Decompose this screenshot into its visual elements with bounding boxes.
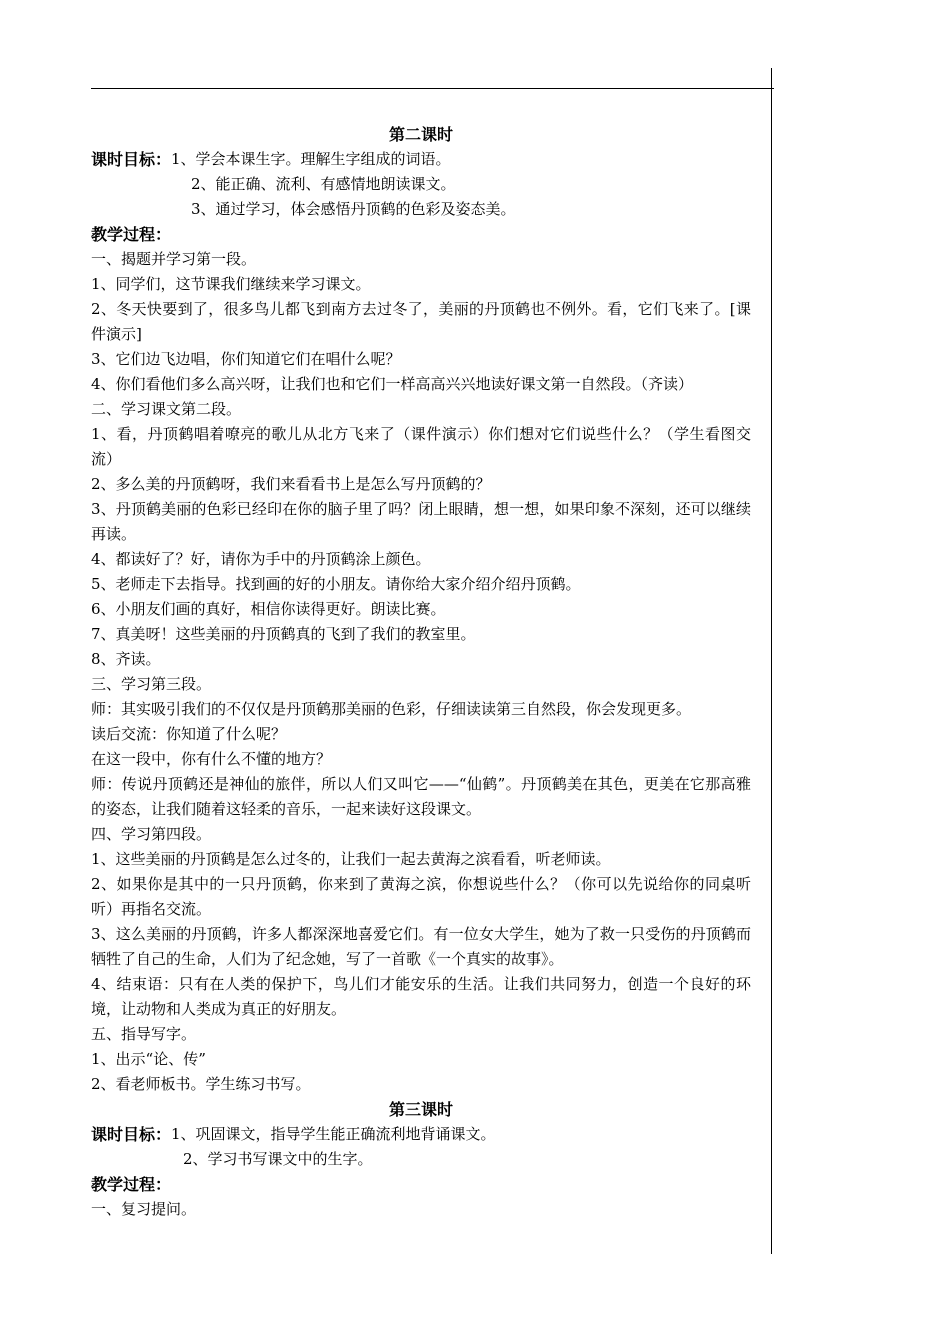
paragraph-line: 师：其实吸引我们的不仅仅是丹顶鹤那美丽的色彩，仔细读读第三自然段，你会发现更多。 — [91, 700, 692, 718]
paragraph-line: 二、学习课文第二段。 — [91, 400, 242, 418]
lesson2-goal-3: 3、通过学习，体会感悟丹顶鹤的色彩及姿态美。 — [191, 200, 516, 218]
paragraph-line: 6、小朋友们画的真好，相信你读得更好。朗读比赛。 — [91, 600, 446, 618]
lesson3-content — [91, 1197, 751, 1222]
paragraph-line: 在这一段中，你有什么不懂的地方？ — [91, 750, 332, 768]
paragraph-line: 3、它们边飞边唱，你们知道它们在唱什么呢？ — [91, 350, 401, 368]
paragraph-line: 4、你们看他们多么高兴呀，让我们也和它们一样高高兴兴地读好课文第一自然段。（齐读） — [91, 375, 694, 393]
lesson2-goal-1: 1、学会本课生字。理解生字组成的词语。 — [171, 150, 451, 168]
lesson2-title: 第二课时 — [388, 125, 453, 144]
paragraph-line: 7、真美呀！这些美丽的丹顶鹤真的飞到了我们的教室里。 — [91, 625, 476, 643]
paragraph-line: 五、指导写字。 — [91, 1025, 197, 1043]
paragraph-line: 4、都读好了？好，请你为手中的丹顶鹤涂上颜色。 — [91, 550, 431, 568]
lesson2-goal-label: 课时目标： — [91, 150, 172, 169]
lesson3-goal-2: 2、学习书写课文中的生字。 — [183, 1150, 373, 1168]
lesson3-goal-1: 1、巩固课文，指导学生能正确流利地背诵课文。 — [171, 1125, 496, 1143]
paragraph-line: 2、看老师板书。学生练习书写。 — [91, 1075, 311, 1093]
lesson3-title: 第三课时 — [388, 1100, 453, 1119]
paragraph-line: 三、学习第三段。 — [91, 675, 212, 693]
paragraph-line: 3、丹顶鹤美丽的色彩已经印在你的脑子里了吗？闭上眼睛，想一想，如果印象不深刻，还可以继续再读。 — [91, 500, 751, 543]
paragraph-line: 1、出示“论、传” — [91, 1050, 206, 1068]
lesson3-goal-label: 课时目标： — [91, 1125, 172, 1144]
paragraph-line: 师：传说丹顶鹤还是神仙的旅伴，所以人们又叫它——“仙鹤”。丹顶鹤美在其色，更美在它那高雅的姿态，让我们随着这轻柔的音乐，一起来读好这段课文。 — [91, 775, 751, 818]
top-rule — [91, 88, 774, 89]
paragraph-line: 4、结束语：只有在人类的保护下，鸟儿们才能安乐的生活。让我们共同努力，创造一个良好的环境，让动物和人类成为真正的好朋友。 — [91, 975, 751, 1018]
paragraph-line: 8、齐读。 — [91, 650, 161, 668]
document-body — [91, 122, 751, 1222]
paragraph-line: 四、学习第四段。 — [91, 825, 212, 843]
lesson2-content — [91, 247, 751, 1097]
paragraph-line: 1、看，丹顶鹤唱着嘹亮的歌儿从北方飞来了（课件演示）你们想对它们说些什么？（学生看图交流） — [91, 425, 751, 468]
paragraph-line: 2、多么美的丹顶鹤呀，我们来看看书上是怎么写丹顶鹤的？ — [91, 475, 491, 493]
paragraph-line: 3、这么美丽的丹顶鹤，许多人都深深地喜爱它们。有一位女大学生，她为了救一只受伤的丹顶鹤而牺牲了自己的生命，人们为了纪念她，写了一首歌《一个真实的故事》。 — [91, 925, 751, 968]
paragraph-line: 一、复习提问。 — [91, 1200, 197, 1218]
paragraph-line: 读后交流：你知道了什么呢？ — [91, 725, 287, 743]
lesson2-goal-row-1 — [91, 147, 751, 172]
paragraph-line: 2、冬天快要到了，很多鸟儿都飞到南方去过冬了，美丽的丹顶鹤也不例外。看，它们飞来了。[课件演示] — [91, 300, 751, 343]
right-margin-rule — [771, 68, 772, 1254]
paragraph-line: 5、老师走下去指导。找到画的好的小朋友。请你给大家介绍介绍丹顶鹤。 — [91, 575, 581, 593]
lesson3-goal-row-1 — [91, 1122, 751, 1147]
lesson2-goal-2: 2、能正确、流利、有感情地朗读课文。 — [191, 175, 456, 193]
paragraph-line: 1、同学们，这节课我们继续来学习课文。 — [91, 275, 371, 293]
lesson2-process-label: 教学过程： — [91, 225, 172, 244]
paragraph-line: 2、如果你是其中的一只丹顶鹤，你来到了黄海之滨，你想说些什么？（你可以先说给你的同桌听听）再指名交流。 — [91, 875, 751, 918]
lesson3-process-label: 教学过程： — [91, 1175, 172, 1194]
paragraph-line: 1、这些美丽的丹顶鹤是怎么过冬的，让我们一起去黄海之滨看看，听老师读。 — [91, 850, 611, 868]
paragraph-line: 一、揭题并学习第一段。 — [91, 250, 257, 268]
